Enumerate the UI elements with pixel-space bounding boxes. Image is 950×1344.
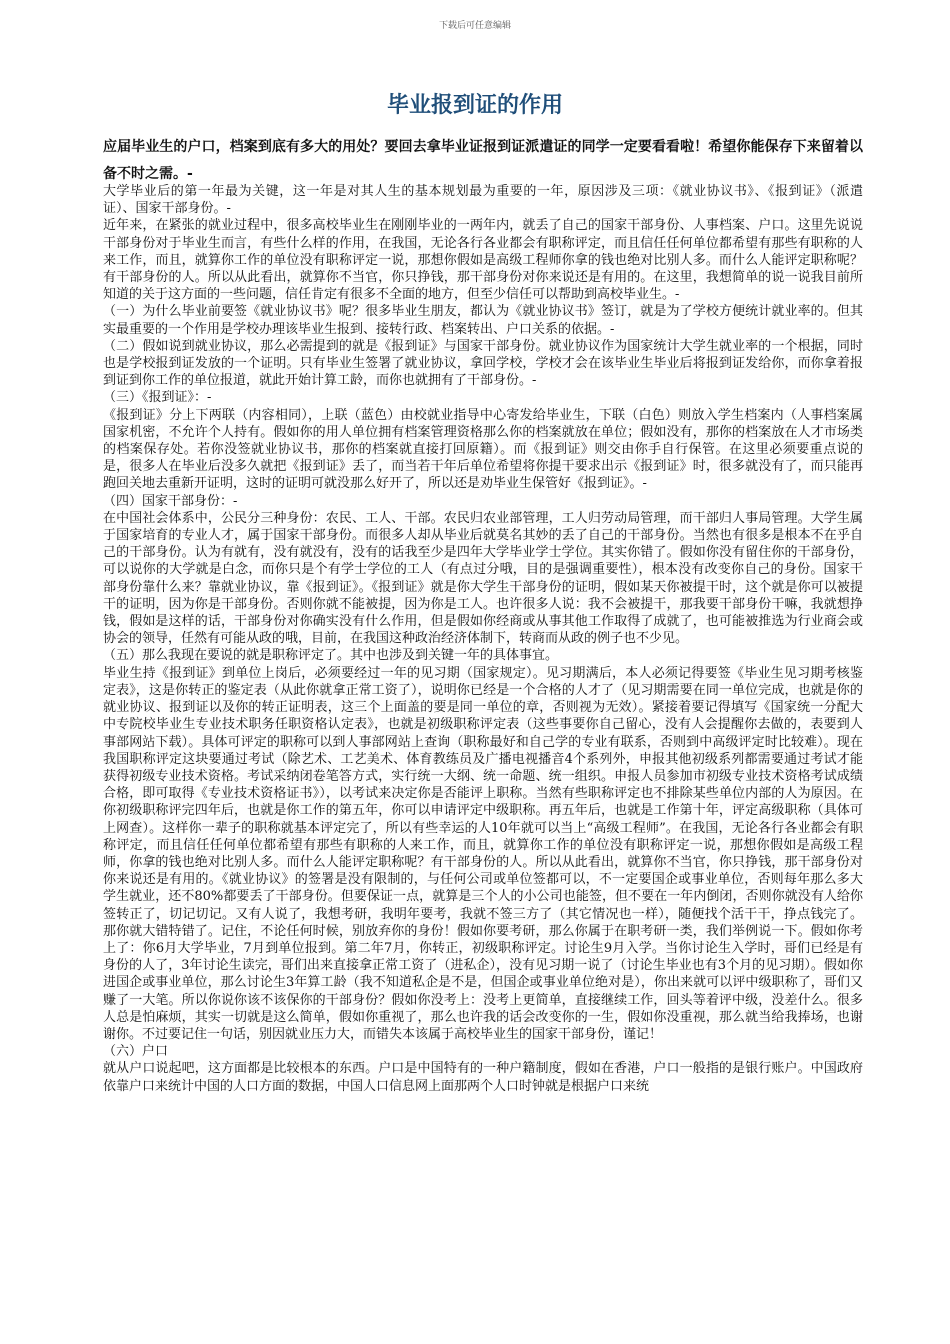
body-text [103,183,863,1095]
intro-paragraph: 应届毕业生的户口，档案到底有多大的用处？要回去拿毕业证报到证派遣证的同学一定要看看啦！希望你能保存下来留着以备不时之需。- [103,139,863,182]
section-heading: （四）国家干部身份：- [103,493,238,509]
paragraph: 毕业生持《报到证》到单位上岗后，必须要经过一年的见习期（国家规定）。见习期满后，本人必须记得要签《毕业生见习期考核鉴定表》，这是你转正的鉴定表（从此你就拿正常工资了），说明你已经是一个合格的人才了（见习期需要在同一单位完成，也就是你的就业协议、报到证以及你的转正证明表，这三个上面盖的要是同一单位的章，否则视为无效）。紧接着要记得填写《国家统一分配大中专院校毕业生专业技术职务任职资格认定表》，也就是初级职称评定表（这些事要你自己留心，没有人会提醒你去做的，表要到人事部网站下载）。具体可评定的职称可以到人事部网站上查询（职称最好和自己学的专业有联系，否则到中高级评定时比较难）。现在我国职称评定这块要通过考试（除艺术、工艺美术、体育教练员及广播电视播音4个系列外，申报其他初级系列都需要通过考试才能获得初级专业技术资格。考试采纳闭卷笔答方式，实行统一大纲、统一命题、统一组织。申报人员参加市初级专业技术资格考试成绩合格，即可取得《专业技术资格证书》），以考试来决定你是否能评上职称。当然有些职称评定也不排除某些单位内部的人为原因。在你初级职称评完四年后，也就是你工作的第五年，你可以申请评定中级职称。再五年后，也就是工作第十年，评定高级职称（具体可上网查）。这样你一辈子的职称就基本评定完了，所以有些幸运的人10年就可以当上“高级工程师”。在我国，无论各行各业都会有职称评定，而且信任任何单位都希望有那些有职称的人来工作，而且，就算你工作的单位没有职称评定一说，那想你假如是高级工程师，你拿的钱也绝对比别人多。而什么人能评定职称呢？有干部身份的人。所以从此看出，就算你不当官，你只挣钱，那干部身份对你来说还是有用的。《就业协议》的签署是没有限制的，与任何公司或单位签都可以，不一定要国企或事业单位，否则每年那么多大学生就业，还不80%都要丢了干部身份。但要保证一点，就算是三个人的小公司也能签，但不要在一年内倒闭，否则你就没有人给你签转正了，切记切记。又有人说了，我想考研，我明年要考，我就不签三方了（其它情况也一样），随便找个活干干，挣点钱完了。那你就大错特错了。记住，不论任何时候，别放弃你的身份！假如你要考研，那么你属于在职考研一类，我们举例说一下。假如你考上了：你6月大学毕业，7月到单位报到。第二年7月，你转正，初级职称评定。讨论生9月入学。当你讨论生入学时，哥们已经是有身份的人了，3年讨论生读完，哥们出来直接拿正常工资了（进私企），没有见习期一说了（讨论生毕业也有3个月的见习期）。假如你进国企或事业单位，那么讨论生3年算工龄（我不知道私企是不是，但国企或事业单位绝对是），你出来就可以评中级职称了，哥们又赚了一大笔。所以你说你该不该保你的干部身份？假如你没考上：没考上更简单，直接继续工作，回头等着评中级，没差什么。很多人总是怕麻烦，其实一切就是这么简单，假如你重视了，那么也许我的话会改变你的一生，假如你没重视，那么就当给我捧场，也谢谢你。不过要记住一句话，别因就业压力大，而错失本该属于高校毕业生的国家干部身份，谨记！ [103,665,863,1042]
paragraph: （一）为什么毕业前要签《就业协议书》呢？很多毕业生朋友，都认为《就业协议书》签订，就是为了学校方便统计就业率的。但其实最重要的一个作用是学校办理该毕业生报到、接转行政、档案转出、户口关系的依据。- [103,304,863,337]
paragraph: 在中国社会体系中，公民分三种身份：农民、工人、干部。农民归农业部管理，工人归劳动局管理，而干部归人事局管理。大学生属于国家培育的专业人才，属于国家干部身份。而很多人却从毕业后就莫名其妙的丢了自己的干部身份。当然也有很多是根本不在乎自己的干部身份。认为有就有，没有就没有，没有的话我至少是四年大学毕业学士学位。其实你错了。假如你没有留住你的干部身份，可以说你的大学就是白念，而你只是个有学士学位的工人（有点过分哦，目的是强调重要性），根本没有改变你自己的身份。国家干部身份靠什么来？靠就业协议，靠《报到证》。《报到证》就是你大学生干部身份的证明，假如某天你被提干时，这个就是你可以被提干的证明，因为你是干部身份。否则你就不能被提，因为你是工人。也许很多人说：我不会被提干，那我要干部身份干嘛，我就想挣钱，假如是这样的话，干部身份对你确实没有什么作用，但是假如你经商或从事其他工作取得了成就了，也可能被推选为行业商会或协会的领导，任然有可能从政的哦，目前，在我国这种政治经济体制下，转商而从政的例子也不少见。 [103,510,863,647]
paragraph: 就从户口说起吧，这方面都是比较根本的东西。户口是中国特有的一种户籍制度，假如在香港，户口一般指的是银行账户。中国政府依靠户口来统计中国的人口方面的数据，中国人口信息网上面那两个人口时钟就是根据户口来统 [103,1061,863,1094]
section-heading: （三）《报到证》：- [103,390,212,406]
paragraph: （二）假如说到就业协议，那么必需提到的就是《报到证》与国家干部身份。就业协议作为国家统计大学生就业率的一个根据，同时也是学校报到证发放的一个证明。只有毕业生签署了就业协议，拿回学校，学校才会在该毕业生毕业后将报到证发给你，而你拿着报到证到你工作的单位报道，就此开始计算工龄，而你也就拥有了干部身份。- [103,338,863,389]
paragraph: 近年来，在紧张的就业过程中，很多高校毕业生在刚刚毕业的一两年内，就丢了自己的国家干部身份、人事档案、户口。这里先说说干部身份对于毕业生而言，有些什么样的作用，在我国，无论各行各业都会有职称评定，而且信任任何单位都希望有那些有职称的人来工作，而且，就算你工作的单位没有职称评定一说，那想你假如是高级工程师你拿的钱也绝对比别人多。而什么人能评定职称呢？有干部身份的人。所以从此看出，就算你不当官，你只挣钱，那干部身份对你来说还是有用的。在这里，我想简单的说一说我目前所知道的关于这方面的一些问题，信任肯定有很多不全面的地方，但至少信任可以帮助到高校毕业生。- [103,218,863,303]
paragraph: 《报到证》分上下两联（内容相同），上联（蓝色）由校就业指导中心寄发给毕业生，下联（白色）则放入学生档案内（人事档案属国家机密，不允许个人持有。假如你的用人单位拥有档案管理资格那么你的档案就放在单位；假如没有，那你的档案放在人才市场类的档案保存处。若你没签就业协议书，那你的档案就直接打回原籍）。而《报到证》则交由你手自行保管。在这里必须要重点说的是，很多人在毕业后没多久就把《报到证》丢了，而当若干年后单位希望将你提干要求出示《报到证》时，很多就没有了，而只能再跑回关地去重新开证明，这时的证明可就没那么好开了，所以还是劝毕业生保管好《报到证》。- [103,407,863,492]
section-heading: （六）户口 [103,1044,169,1060]
section-heading: （五）那么我现在要说的就是职称评定了。其中也涉及到关键一年的具体事宜。 [103,648,559,664]
paragraph: 大学毕业后的第一年最为关键，这一年是对其人生的基本规划最为重要的一年，原因涉及三项：《就业协议书》、《报到证》（派遣证）、国家干部身份。- [103,184,863,217]
page-title: 毕业报到证的作用 [386,93,563,118]
header-note: 下载后可任意编辑 [438,21,511,31]
